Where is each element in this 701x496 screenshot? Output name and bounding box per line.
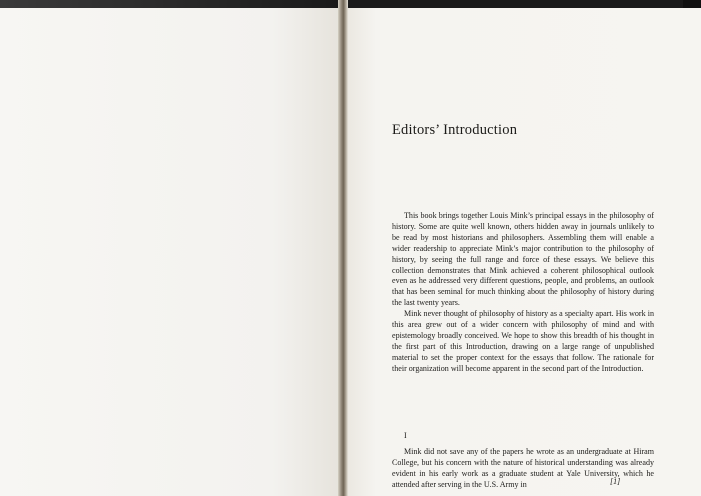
left-page-blank [0,8,340,496]
paragraph: Mink did not save any of the papers he wrote as an undergraduate at Hiram College, but his concern with the nature of historical understanding was already evident in his early work as a graduate student at Yale University, which he attended after serving in the U.S. Army in [392,447,654,489]
scan-top-edge-left [0,0,340,8]
page-number: [1] [610,477,621,486]
intro-text-block [392,211,654,375]
paragraph: Mink never thought of philosophy of history as a specialty apart. His work in this area grew out of a wider concern with philosophy of mind and with epistemology broadly conceived. We hope to show this breadth of his thought in the first part of this Introduction, drawing on a large range of unpublished material to set the proper context for the essays that follow. The rationale for their organization will become apparent in the second part of the Introduction. [392,309,654,373]
book-gutter [338,0,348,496]
section-numeral: I [404,431,407,440]
paragraph: This book brings together Louis Mink’s principal essays in the philosophy of history. Some are quite well known, others hidden away in journals unlikely to be read by most historians and philosophers. Assembling them will enable a wider readership to appreciate Mink’s major contribution to the philosophy of history, by seeing the full range and force of these essays. We believe this collection demonstrates that Mink achieved a coherent philosophical outlook even as he addressed very different questions, people, and problems, an outlook that has been seminal for much thinking about the philosophy of history during the last twenty years. [392,211,654,308]
chapter-title: Editors’ Introduction [392,122,518,138]
